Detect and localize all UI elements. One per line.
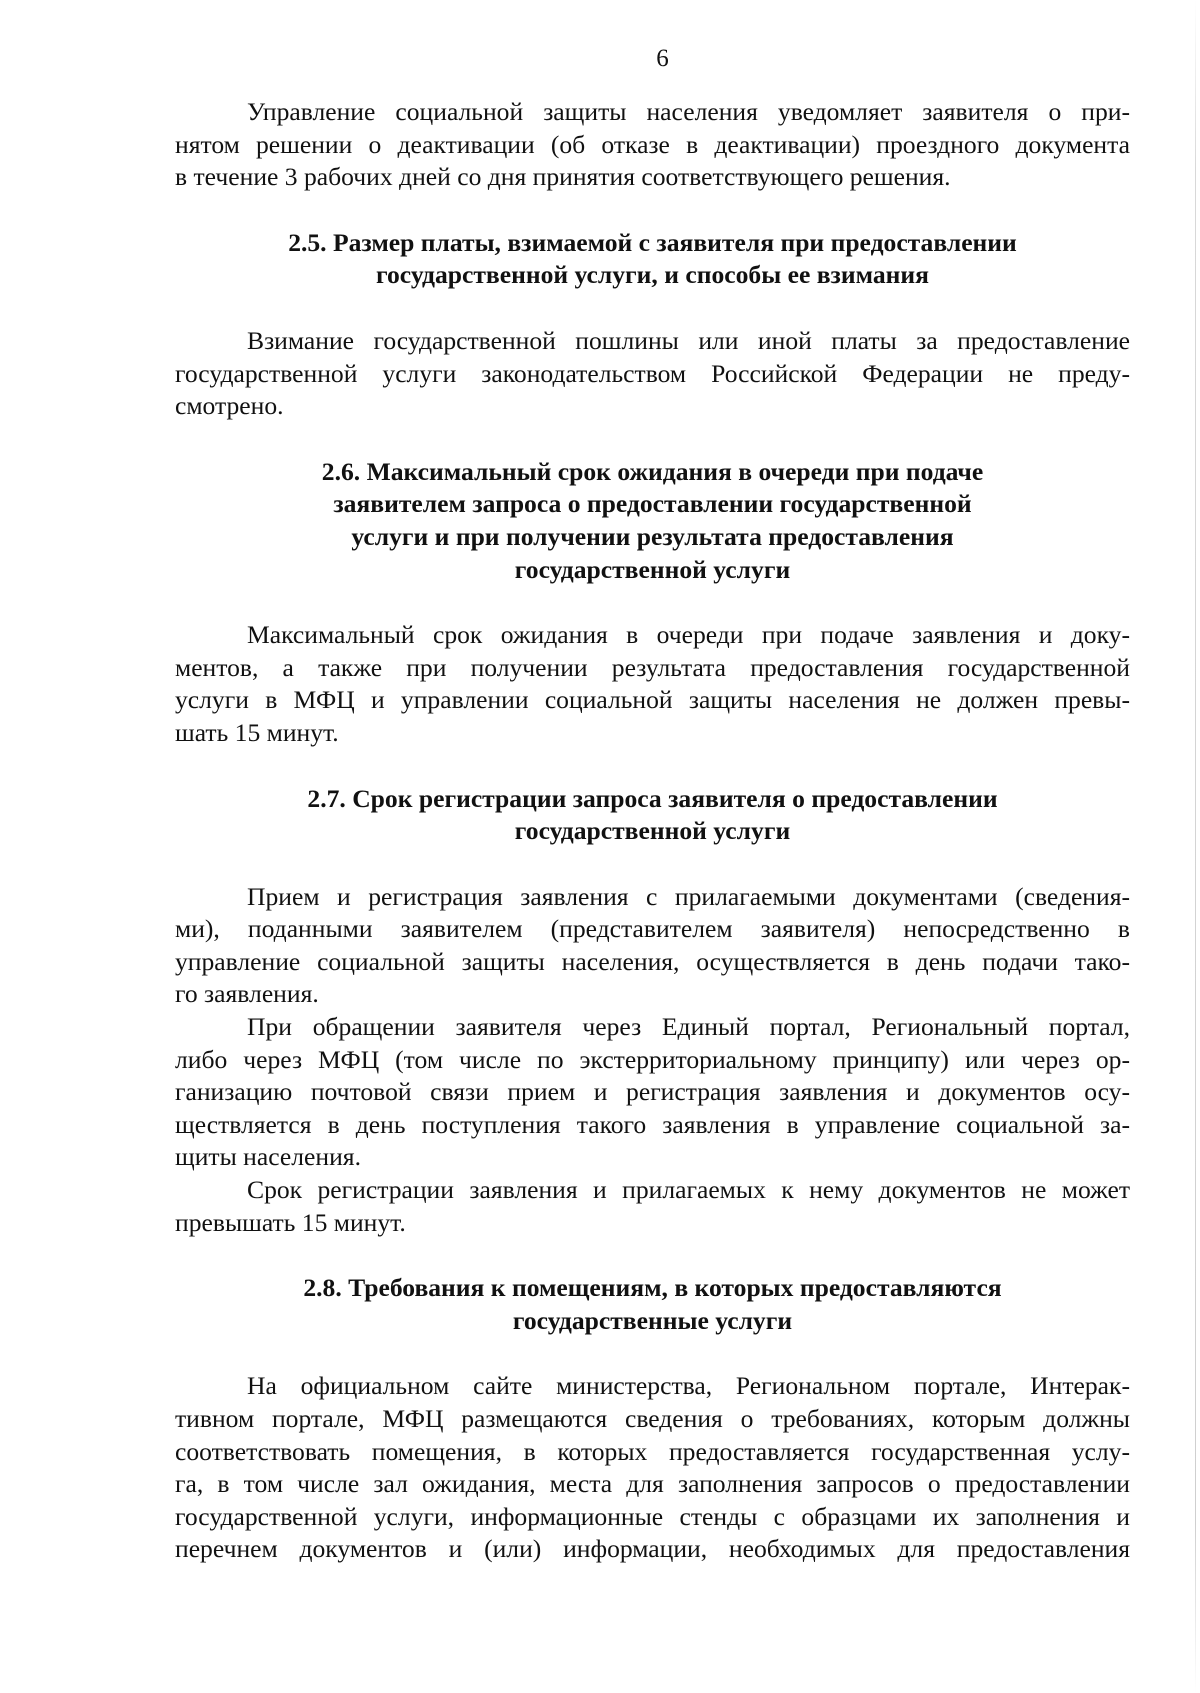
heading-line: 2.5. Размер платы, взимаемой с заявителя при предоставлении xyxy=(288,227,1017,257)
text-line: При обращении заявителя через Единый портал, Региональный портал, xyxy=(247,1012,1130,1042)
text-line: в течение 3 рабочих дней со дня принятия соответствующего решения. xyxy=(175,162,951,192)
section-heading-1 xyxy=(175,227,1130,292)
text-line: ществляется в день поступления такого заявления в управление социальной за- xyxy=(175,1109,1130,1139)
heading-line: государственной услуги, и способы ее взимания xyxy=(376,260,929,290)
text-line: соответствовать помещения, в которых предоставляется государственная услу- xyxy=(175,1436,1130,1466)
text-line: Прием и регистрация заявления с прилагаемыми документами (сведения- xyxy=(247,881,1130,911)
paragraph-1 xyxy=(175,96,1130,194)
paragraph-7 xyxy=(175,1370,1130,1566)
paragraph-4 xyxy=(175,881,1130,1011)
text-line: ганизацию почтовой связи прием и регистрация заявления и документов осу- xyxy=(175,1077,1130,1107)
text-line: го заявления. xyxy=(175,979,319,1009)
heading-line: государственной услуги xyxy=(514,554,791,584)
text-line: смотрено. xyxy=(175,391,284,421)
text-line: нятом решении о деактивации (об отказе в деактивации) проездного документа xyxy=(175,129,1130,159)
text-line: Максимальный срок ожидания в очереди при подаче заявления и доку- xyxy=(247,620,1130,650)
heading-line: 2.8. Требования к помещениям, в которых предоставляются xyxy=(303,1273,1002,1303)
block-spacer xyxy=(175,423,1130,456)
block-spacer xyxy=(175,848,1130,881)
text-line: шать 15 минут. xyxy=(175,717,339,747)
heading-line: государственной услуги xyxy=(514,816,791,846)
block-spacer xyxy=(175,194,1130,227)
text-line: щиты населения. xyxy=(175,1142,361,1172)
block-spacer xyxy=(175,586,1130,619)
text-line: Срок регистрации заявления и прилагаемых к нему документов не может xyxy=(247,1175,1130,1205)
section-heading-2 xyxy=(175,456,1130,586)
text-line: Управление социальной защиты населения уведомляет заявителя о при- xyxy=(247,97,1130,126)
document-body xyxy=(175,96,1130,1566)
text-line: государственной услуги законодательством Российской Федерации не преду- xyxy=(175,358,1130,388)
heading-line: 2.6. Максимальный срок ожидания в очереди при подаче xyxy=(321,456,984,486)
block-spacer xyxy=(175,1239,1130,1272)
paragraph-2 xyxy=(175,325,1130,423)
heading-line: заявителем запроса о предоставлении государственной xyxy=(333,489,972,519)
text-line: либо через МФЦ (том числе по экстерриториальному принципу) или через ор- xyxy=(175,1044,1130,1074)
text-line: На официальном сайте министерства, Региональном портале, Интерак- xyxy=(247,1371,1130,1401)
paragraph-5 xyxy=(175,1011,1130,1174)
block-spacer xyxy=(175,750,1130,783)
block-spacer xyxy=(175,292,1130,325)
text-line: га, в том числе зал ожидания, места для заполнения запросов о предоставлении xyxy=(175,1469,1130,1499)
block-spacer xyxy=(175,1337,1130,1370)
text-line: ментов, а также при получении результата предоставления государственной xyxy=(175,652,1130,682)
heading-line: услуги и при получении результата предоставления xyxy=(351,521,954,551)
text-line: превышать 15 минут. xyxy=(175,1207,406,1237)
paragraph-3 xyxy=(175,619,1130,749)
page-number: 6 xyxy=(656,45,669,72)
section-heading-4 xyxy=(175,1272,1130,1337)
text-line: перечнем документов и (или) информации, необходимых для предоставления xyxy=(175,1534,1130,1564)
text-line: тивном портале, МФЦ размещаются сведения о требованиях, которым должны xyxy=(175,1404,1130,1433)
scan-edge xyxy=(1195,0,1196,1693)
text-line: ми), поданными заявителем (представителем заявителя) непосредственно в xyxy=(175,914,1130,944)
text-line: государственной услуги, информационные стенды с образцами их заполнения и xyxy=(175,1501,1130,1531)
text-line: Взимание государственной пошлины или иной платы за предоставление xyxy=(247,325,1130,355)
heading-line: государственные услуги xyxy=(512,1305,793,1335)
heading-line: 2.7. Срок регистрации запроса заявителя о предоставлении xyxy=(307,783,998,813)
text-line: услуги в МФЦ и управлении социальной защиты населения не должен превы- xyxy=(175,685,1130,715)
section-heading-3 xyxy=(175,783,1130,848)
paragraph-6 xyxy=(175,1174,1130,1239)
text-line: управление социальной защиты населения, осуществляется в день подачи тако- xyxy=(175,946,1130,976)
